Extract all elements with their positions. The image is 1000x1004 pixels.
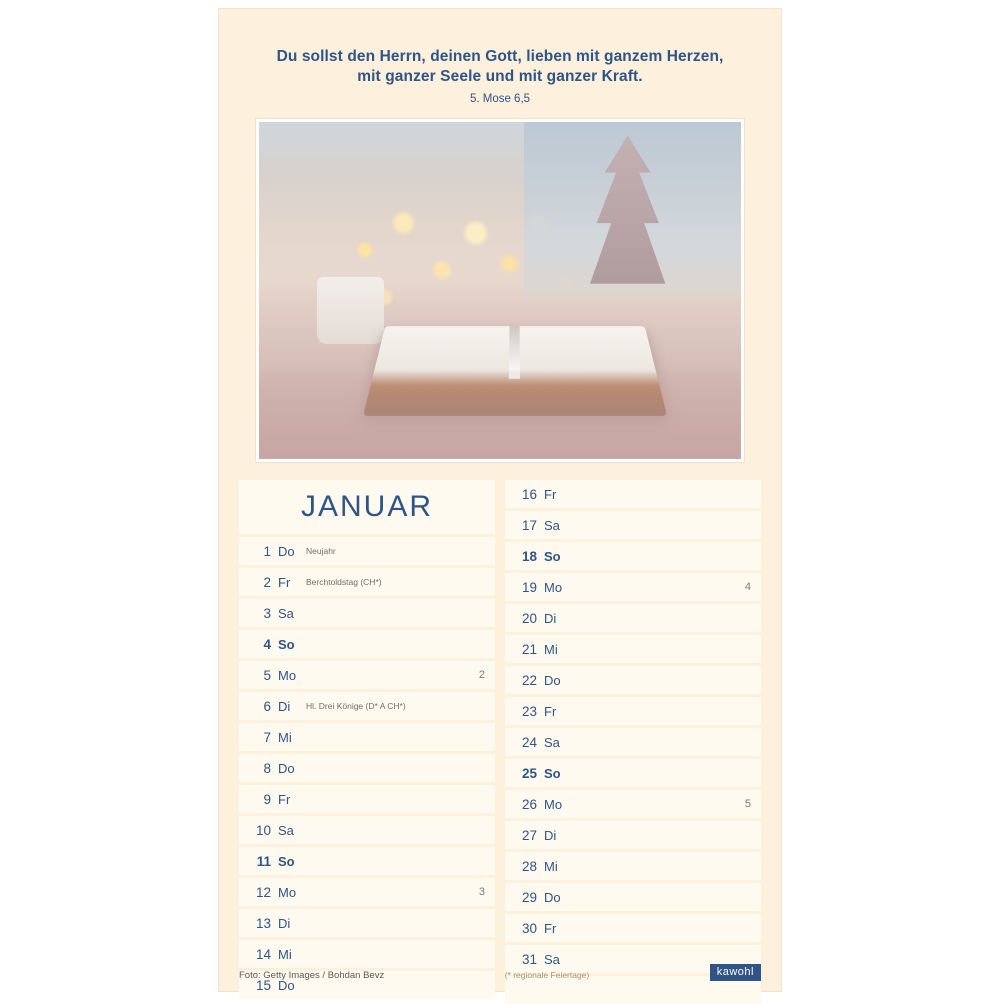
day-weekday: Fr <box>278 791 291 807</box>
day-weekday: Di <box>544 610 557 626</box>
day-weekday: So <box>544 765 561 781</box>
day-row[interactable] <box>239 568 495 596</box>
day-number: 11 <box>256 853 271 869</box>
day-weekday: Do <box>544 889 561 905</box>
day-row[interactable] <box>505 542 761 570</box>
day-note: Hl. Drei Könige (D* A CH*) <box>306 701 406 711</box>
day-weekday: Do <box>544 672 561 688</box>
day-row[interactable] <box>505 914 761 942</box>
day-number: 31 <box>521 951 537 967</box>
week-number: 3 <box>478 886 485 898</box>
day-number: 18 <box>521 548 537 564</box>
day-weekday: So <box>544 548 561 564</box>
day-number: 22 <box>521 672 537 688</box>
day-weekday: Mo <box>278 667 297 683</box>
week-number: 4 <box>744 581 751 593</box>
day-row[interactable] <box>239 847 495 875</box>
calendar-column-left <box>239 480 495 1004</box>
day-number: 13 <box>255 915 271 931</box>
day-weekday: Sa <box>544 517 560 533</box>
day-weekday: Do <box>278 543 295 559</box>
photo-candle-mug <box>317 277 384 344</box>
day-row[interactable] <box>239 816 495 844</box>
day-number: 5 <box>263 667 271 683</box>
day-row[interactable] <box>239 878 495 906</box>
day-weekday: Fr <box>278 574 291 590</box>
day-weekday: Fr <box>544 486 557 502</box>
day-number: 1 <box>263 543 271 559</box>
day-weekday: So <box>278 853 295 869</box>
day-number: 26 <box>521 796 537 812</box>
day-row[interactable] <box>239 599 495 627</box>
day-row[interactable] <box>239 785 495 813</box>
photo-credit: Foto: Getty Images / Bohdan Bevz <box>239 970 385 981</box>
photo-background <box>259 122 741 459</box>
day-row[interactable] <box>505 604 761 632</box>
day-number: 12 <box>255 884 271 900</box>
day-weekday: So <box>278 636 295 652</box>
day-row[interactable] <box>505 697 761 725</box>
calendar-sheet <box>218 8 782 992</box>
day-number: 21 <box>521 641 537 657</box>
day-weekday: Mi <box>544 858 558 874</box>
day-number: 15 <box>255 977 271 993</box>
day-number: 2 <box>263 574 271 590</box>
day-row[interactable] <box>505 790 761 818</box>
day-note: Neujahr <box>306 546 336 556</box>
day-weekday: Sa <box>544 951 560 967</box>
day-weekday: Mo <box>278 884 297 900</box>
photo-fur-blanket <box>259 371 741 459</box>
day-weekday: Di <box>544 827 557 843</box>
day-weekday: Mo <box>544 796 563 812</box>
day-row[interactable] <box>505 480 761 508</box>
verse-line-2: mit ganzer Seele und mit ganzer Kraft. <box>357 68 643 85</box>
day-number: 27 <box>521 827 537 843</box>
day-row[interactable] <box>239 909 495 937</box>
day-row[interactable] <box>505 511 761 539</box>
day-row[interactable] <box>239 630 495 658</box>
publisher-logo: kawohl <box>710 964 761 981</box>
day-row[interactable] <box>239 537 495 565</box>
day-number: 20 <box>521 610 537 626</box>
day-number: 29 <box>521 889 537 905</box>
calendar-photo <box>256 119 744 462</box>
day-row[interactable] <box>505 666 761 694</box>
day-number: 3 <box>263 605 271 621</box>
sheet-footer <box>239 964 761 981</box>
day-weekday: Mi <box>544 641 558 657</box>
day-number: 25 <box>521 765 537 781</box>
day-weekday: Sa <box>544 734 560 750</box>
day-row[interactable] <box>505 635 761 663</box>
day-number: 28 <box>521 858 537 874</box>
verse-block <box>219 9 781 105</box>
day-number: 8 <box>263 760 271 776</box>
day-row[interactable] <box>505 728 761 756</box>
month-title: JANUAR <box>239 480 495 534</box>
day-number: 14 <box>255 946 271 962</box>
day-number: 9 <box>263 791 271 807</box>
calendar-column-right <box>505 480 761 1004</box>
verse-reference: 5. Mose 6,5 <box>469 93 531 105</box>
day-row[interactable] <box>505 852 761 880</box>
day-number: 10 <box>255 822 271 838</box>
day-number: 16 <box>521 486 537 502</box>
day-row[interactable] <box>505 883 761 911</box>
day-number: 24 <box>521 734 537 750</box>
day-note: Berchtoldstag (CH*) <box>306 577 382 587</box>
day-row[interactable] <box>239 661 495 689</box>
day-weekday: Fr <box>544 703 557 719</box>
day-number: 19 <box>521 579 537 595</box>
day-weekday: Mi <box>278 729 292 745</box>
day-weekday: Mo <box>544 579 563 595</box>
day-row[interactable] <box>505 759 761 787</box>
day-weekday: Do <box>278 977 295 993</box>
day-row[interactable] <box>239 723 495 751</box>
day-row[interactable] <box>505 573 761 601</box>
day-weekday: Di <box>278 698 291 714</box>
day-weekday: Mi <box>278 946 292 962</box>
verse-line-1: Du sollst den Herrn, deinen Gott, lieben mit ganzem Herzen, <box>276 48 724 65</box>
day-weekday: Fr <box>544 920 557 936</box>
day-weekday: Sa <box>278 605 294 621</box>
day-number: 30 <box>521 920 537 936</box>
day-weekday: Sa <box>278 822 294 838</box>
day-row[interactable] <box>239 692 495 720</box>
day-number: 23 <box>521 703 537 719</box>
day-number: 6 <box>263 698 271 714</box>
day-row[interactable] <box>505 821 761 849</box>
day-number: 4 <box>263 636 271 652</box>
day-row[interactable] <box>239 754 495 782</box>
week-number: 2 <box>478 669 485 681</box>
week-number: 5 <box>744 798 751 810</box>
day-number: 17 <box>521 517 537 533</box>
calendar-grid <box>239 480 761 1004</box>
day-weekday: Do <box>278 760 295 776</box>
day-weekday: Di <box>278 915 291 931</box>
holiday-footnote: (* regionale Feiertage) <box>504 970 590 980</box>
day-number: 7 <box>263 729 271 745</box>
